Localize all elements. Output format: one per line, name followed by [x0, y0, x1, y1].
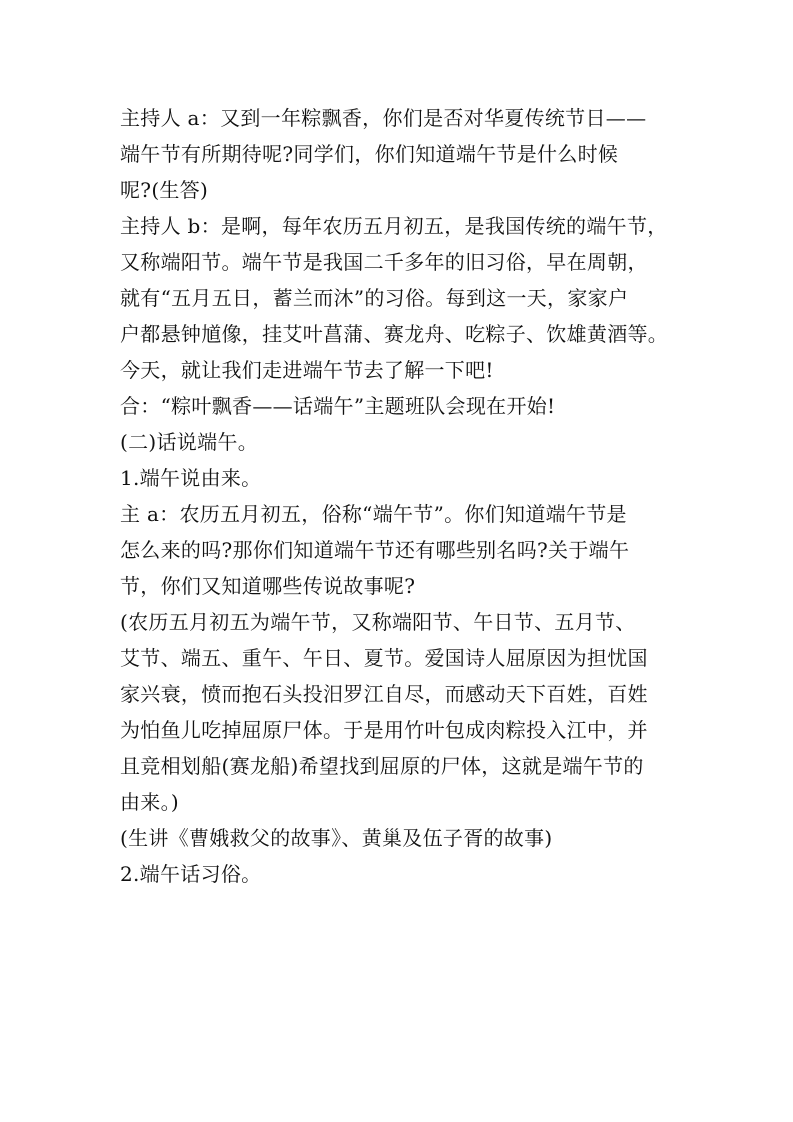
text-line: 合：“粽叶飘香——话端午”主题班队会现在开始!: [120, 394, 556, 418]
text-line: 怎么来的吗?那你们知道端午节还有哪些别名吗?关于端午: [120, 538, 630, 562]
text-line: 艾节、端五、重午、午日、夏节。爱国诗人屈原因为担忧国: [120, 646, 648, 670]
subsection-heading: 1.端午说由来。: [120, 466, 262, 490]
document-body: [120, 100, 680, 892]
text-line: 呢?(生答): [120, 178, 209, 202]
text-line: 主 a：农历五月初五，俗称“端午节”。你们知道端午节是: [120, 502, 627, 526]
text-line: 节，你们又知道哪些传说故事呢?: [120, 574, 416, 598]
subsection-heading: 2.端午话习俗。: [120, 862, 262, 886]
text-line: 由来。): [120, 790, 180, 814]
text-line: (农历五月初五为端午节，又称端阳节、午日节、五月节、: [120, 610, 636, 634]
text-line: 今天，就让我们走进端午节去了解一下吧!: [120, 358, 494, 382]
text-line: 主持人 a：又到一年粽飘香，你们是否对华夏传统节日——: [120, 106, 647, 130]
text-line: 户都悬钟馗像，挂艾叶菖蒲、赛龙舟、吃粽子、饮雄黄酒等。: [120, 322, 669, 346]
text-line: 家兴衰，愤而抱石头投汨罗江自尽，而感动天下百姓，百姓: [120, 682, 648, 706]
text-line: (生讲《曹娥救父的故事》、黄巢及伍子胥的故事): [120, 826, 553, 850]
text-line: 为怕鱼儿吃掉屈原尸体。于是用竹叶包成肉粽投入江中，并: [120, 718, 648, 742]
text-line: 端午节有所期待呢?同学们，你们知道端午节是什么时候: [120, 142, 619, 166]
text-line: 又称端阳节。端午节是我国二千多年的旧习俗，早在周朝，: [120, 250, 648, 274]
section-heading: (二)话说端午。: [120, 430, 259, 454]
text-line: 且竞相划船(赛龙船)希望找到屈原的尸体，这就是端午节的: [120, 754, 644, 778]
text-line: 主持人 b：是啊，每年农历五月初五，是我国传统的端午节，: [120, 214, 668, 238]
text-line: 就有“五月五日，蓄兰而沐”的习俗。每到这一天，家家户: [120, 286, 629, 310]
